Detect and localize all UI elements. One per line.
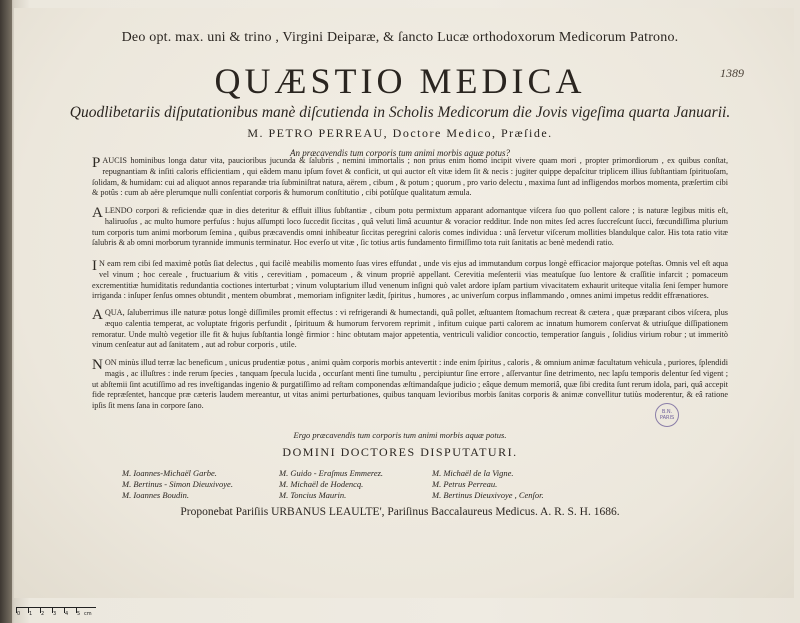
page-number: 1389 bbox=[720, 66, 744, 80]
paragraph-text: LENDO corpori & reficiendæ quæ in dies deteritur & effluit illius ſubſtantiæ , cibum potu permixtum apparant adornantque viſcera ſuo quo pollent calore ; is naturæ legibus mitis eſt, haliruoſus , ac multo humore perfuſus : hujus aſſumpti loco ſuccedit ſiccitas , quâ veluti limâ acuuntur & voracior redditur. Inde non mites ſed acres ſuccreſcunt ſucci, fœcundiſſima plurium tum corporis tum animi morborum ſemina , quibus præcavendis omni inhibeatur ſiccitas peregrini caloris comes individua : unâ ſervetur viſcerum mollities blandulque calor. His tota ratio vitæ ſalubris & ab omni morborum tyrannide immunis terminatur. Hoc everſo ut vitæ , ſic totius artis fundamento firmiſſimo tota ruit ſanitatis ac benè medendi ratio. bbox=[92, 206, 728, 248]
paragraph-3 bbox=[92, 259, 728, 302]
drop-cap: I bbox=[92, 258, 97, 274]
paragraph-text: QUA, ſaluberrimus ille naturæ potus longè diſſimiles promit effectus : vi refrigerandi & humectandi, quâ pollet, æſtuantem ſtomachum recreat & cætera , quæ præparant cibos viſcera, plus æquo calentia temperat, ac voluptate frigoris perfundit , ſpirituum & humorum fervorem reprimit , infitum cuique parti calorem ac innatum humorem conſervat & utriuſque diſſipationem remoratur. Unde multò vegetior ille fit & hujus ſubſtantia longè firmior : hinc obtutam major appetentia, ventriculi validior concoctio, temperatior ſanguis , ſolidius virium robur ; ut immeritò vinum cenſeatur aut ad ſanitatem , aut ad robur corporis , utile. bbox=[92, 308, 728, 350]
proponebat-line: Proponebat Pariſiis URBANUS LEAULTE', Pariſinus Baccalaureus Medicus. A. R. S. H. 1686. bbox=[180, 506, 620, 518]
doctor-name: M. Toncius Maurin. bbox=[279, 490, 347, 500]
paragraph-text: AUCIS hominibus longa datur vita, paucioribus jucunda & ſalubris , nemini immortalis ; non prius enim homo incipit vivere quam mori , propter primordiorum , ex quibus conſtat, repugnantiam & inſiti caloris efficientiam , qui eâdem manu ipſum fovet & conficit, ut qui auctor eſt vitæ idem ſit & necis : jugiter quippe depaſcitur triplicem illius ſubſtantiam ſpirituoſam, ſolidam, & humidam: cui ad aliquot annos reparandæ tria ſubminiſtrat natura, aërem , cibum , & potum ; quorum , pro vario delectu , maxima ſunt ad infligendos morbos momenta, præſertim cibi & potûs : cum ab aëre plerumque nulli conſentiat corporis & humorum conſtitutio , cibi potûſque qualitatum æmula. bbox=[92, 156, 728, 198]
doctors-heading: DOMINI DOCTORES DISPUTATURI. bbox=[282, 445, 518, 459]
ruler-label: 4 bbox=[65, 611, 69, 617]
doctor-name: M. Bertinus Dieuxivoye , Cenſor. bbox=[432, 490, 544, 500]
doctor-name: M. Petrus Perreau. bbox=[432, 479, 498, 489]
ruler-label: 5 bbox=[77, 611, 81, 617]
ruler-unit: cm bbox=[84, 611, 92, 617]
doctor-name: M. Ioannes Boudin. bbox=[122, 490, 190, 500]
paragraph-2 bbox=[92, 206, 728, 249]
conclusion-line: Ergo præcavendis tum corporis tum animi morbis aquæ potus. bbox=[293, 430, 507, 440]
doctor-name: M. Ioannes-Michaël Garbe. bbox=[122, 468, 217, 478]
page-title: QUÆSTIO MEDICA bbox=[214, 61, 586, 101]
doctors-column-2 bbox=[279, 468, 383, 501]
drop-cap: A bbox=[92, 307, 103, 323]
drop-cap: P bbox=[92, 155, 101, 171]
doctors-column-3 bbox=[432, 468, 544, 501]
subtitle: Quodlibetariis diſputationibus manè diſcutienda in Scholis Medicorum die Jovis vigeſima quarta Januarii. bbox=[69, 104, 731, 121]
ruler-label: 1 bbox=[29, 611, 33, 617]
ruler-label: 3 bbox=[53, 611, 57, 617]
doctor-name: M. Bertinus - Simon Dieuxivoye. bbox=[122, 479, 233, 489]
paragraph-5 bbox=[92, 358, 728, 412]
doctors-column-1 bbox=[122, 468, 233, 501]
doctor-name: M. Guido - Eraſmus Emmerez. bbox=[279, 468, 384, 478]
drop-cap: A bbox=[92, 205, 103, 221]
paragraph-1 bbox=[92, 156, 728, 199]
doctor-name: M. Michaël de Hodencq. bbox=[279, 479, 364, 489]
scale-ruler bbox=[16, 607, 96, 618]
paragraph-4 bbox=[92, 308, 728, 351]
question-line: An præcavendis tum corporis tum animi morbis aquæ potus? bbox=[289, 148, 510, 158]
paragraph-text: ON minùs illud terræ lac beneficum , unicus prudentiæ potus , animi quàm corporis morbis antevertit : inde enim ſpiritus , caloris , & omnium animæ facultatum vehicula , puriores, ſplendidi magis , ac illuſtres : inde rerum ſpecies , tanquam ſpecula lucida , occurſant menti ſine tumultu , percipiuntur ſine errore , aſſervantur ſine detrimento, nec lapſu temporis delentur ſed vigent ; ut abſtemii ſint acutiſſimo ad res inveſtigandas ingenio & purgatiſſimo ad reſtam componendas æſtimandaſque judicio ; eâque demum memoriâ, quæ ſibi credita ſunt rerum idola, pari, quâ accepit fide repræſentet, hancque præ cæteris laudem mereantur, ut vitas animi perturbationes, quibus tanquam levioribus morbis ſanitas corporis & animæ convellitur tutiùs moderentur, & eâ ratione ipſis ſit mens ſana in corpore ſano. bbox=[92, 358, 728, 411]
library-stamp: B.N. PARIS bbox=[655, 403, 679, 427]
paragraph-text: N eam rem cibi ſed maximè potûs ſiat delectus , qui facilè meabilis momento ſuas vires effundat , unde vis ejus ad immutandum corpus longè efficacior majorque poteſtas. Omnis vel eſt aqua vel vinum ; hoc cereale , fructuarium & vitis , cerevitiam , pomaceum , & vinum propriè appellant. Cerevitia meſenterii vias meatuſque ſuo lentore & craſſitie infarcit ; pomaceum excrementitiæ humiditatis redundantia coctiones interturbat ; vinum voluptarium illud venenum inſigni quò valet ardore ipſam partium vivacitatem exhaurit uriteque vitalia ſeni ſemper humore irriganda : inſuper ſenſus omnes obtundit , mentem obumbrat , memoriam infigniter lædit, ſpiritus , humores , ac univerſum corpus inflammando , omnes animi impetus reddit effrænatiores. bbox=[92, 259, 728, 301]
ruler-label: 2 bbox=[41, 611, 45, 617]
drop-cap: N bbox=[92, 357, 103, 373]
doctor-name: M. Michaël de la Vigne. bbox=[432, 468, 514, 478]
ruler-label: 0 bbox=[17, 611, 21, 617]
dedication-line: Deo opt. max. uni & trino , Virgini Deiparæ, & ſancto Lucæ orthodoxorum Medicorum Patrono. bbox=[121, 30, 679, 45]
praeses-line: M. PETRO PERREAU, Doctore Medico, Præſide. bbox=[247, 126, 553, 140]
